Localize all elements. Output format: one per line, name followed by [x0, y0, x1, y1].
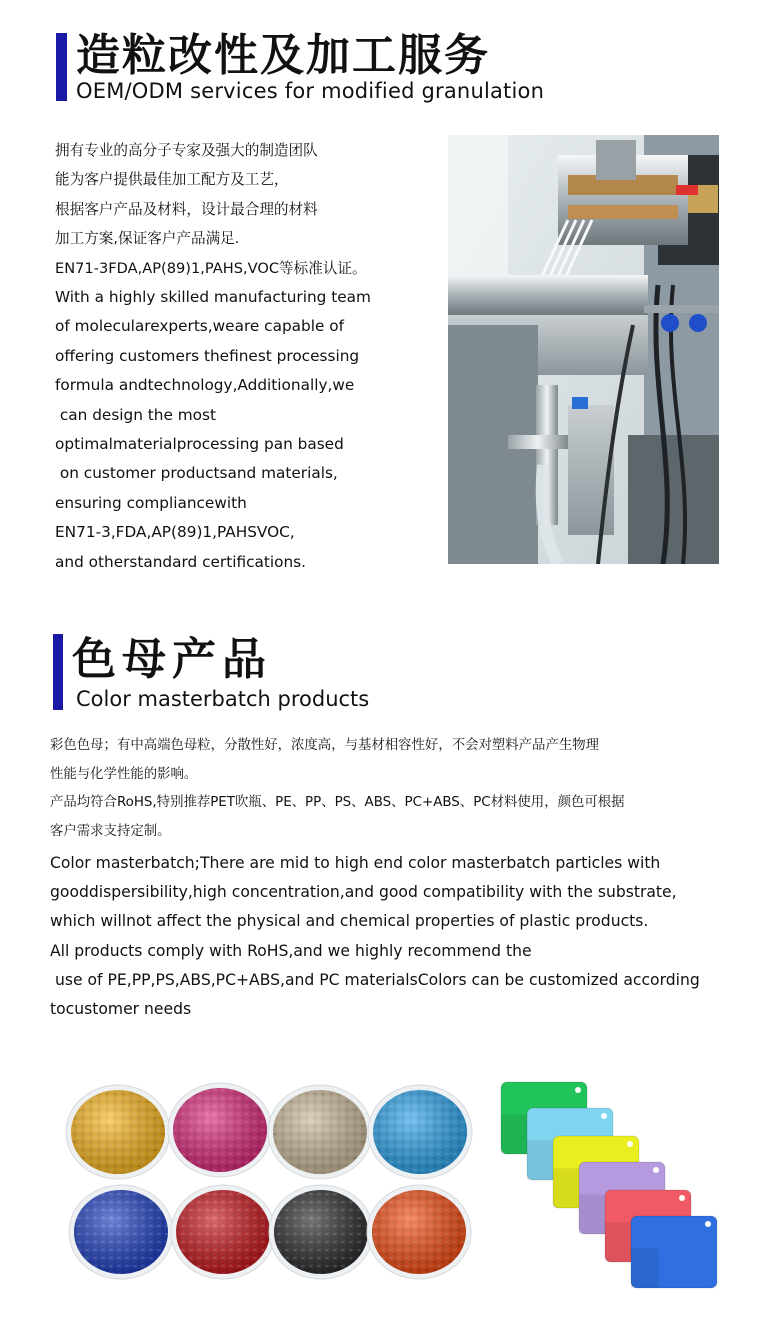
- desc-cn-line: 客户需求支持定制。: [50, 823, 171, 839]
- desc-en-line: All products comply with RoHS,and we highly recommend the: [50, 941, 532, 960]
- extruder-machine-photo: [448, 135, 719, 564]
- desc-line: formula andtechnology,Additionally,we: [55, 376, 355, 395]
- desc-line: offering customers thefinest processing: [55, 346, 360, 365]
- pellet-shade: [373, 1090, 467, 1174]
- color-sample-chips-photo: [499, 1078, 723, 1290]
- section2-title-cn: 色母产品: [72, 634, 272, 685]
- desc-en-line: tocustomer needs: [50, 1000, 192, 1019]
- chip-step: [579, 1194, 607, 1234]
- desc-line: 根据客户产品及材料，设计最合理的材料: [55, 200, 318, 218]
- desc-line: 拥有专业的高分子专家及强大的制造团队: [55, 142, 318, 159]
- chip-step: [527, 1140, 555, 1180]
- desc-line: With a highly skilled manufacturing team: [55, 288, 371, 307]
- chip-step: [631, 1248, 659, 1288]
- chip-hole: [705, 1221, 711, 1227]
- chip-hole: [627, 1141, 633, 1147]
- chip-hole: [653, 1167, 659, 1173]
- desc-en-line: Color masterbatch;There are mid to high end color masterbatch particles with: [50, 854, 661, 872]
- desc-line: 能为客户提供最佳加工配方及工艺，: [55, 171, 289, 189]
- chip-hole: [575, 1087, 581, 1093]
- section1-accent-bar: [56, 33, 67, 101]
- pellet-shade: [71, 1090, 165, 1174]
- desc-line: on customer productsand materials,: [55, 464, 338, 483]
- desc-cn-line: 产品均符合RoHS,特别推荐PET吹瓶、PE、PP、PS、ABS、PC+ABS、PC材料使用，颜色可根据: [50, 795, 625, 810]
- section1-title-en: OEM/ODM services for modified granulation: [76, 79, 545, 103]
- pellet-shade: [176, 1190, 270, 1274]
- desc-line: of molecularexperts,weare capable of: [55, 317, 345, 336]
- chip-step: [553, 1168, 581, 1208]
- pellet-shade: [274, 1190, 368, 1274]
- section1-description: [55, 136, 435, 577]
- pellet-shade: [74, 1190, 168, 1274]
- desc-line: 加工方案,保证客户产品满足.: [55, 230, 240, 248]
- pellet-shade: [173, 1088, 267, 1172]
- section2-title-en: Color masterbatch products: [76, 687, 370, 711]
- section1-title-cn: 造粒改性及加工服务: [76, 30, 490, 81]
- desc-cn-line: 性能与化学性能的影响。: [50, 766, 198, 782]
- desc-line: ensuring compliancewith: [55, 493, 247, 512]
- desc-cn-line: 彩色色母；有中高端色母粒，分散性好，浓度高，与基材相容性好，不会对塑料产品产生物理: [50, 738, 600, 753]
- desc-en-line: which willnot affect the physical and chemical properties of plastic products.: [50, 912, 649, 931]
- desc-line: and otherstandard certifications.: [55, 552, 307, 571]
- desc-en-line: gooddispersibility,high concentration,and good compatibility with the substrate,: [50, 883, 677, 902]
- masterbatch-pellet-bowls-photo: [45, 1080, 477, 1287]
- desc-en-line: use of PE,PP,PS,ABS,PC+ABS,and PC materialsColors can be customized according: [50, 970, 700, 989]
- chip-step: [501, 1114, 529, 1154]
- pellet-shade: [372, 1190, 466, 1274]
- pellet-shade: [273, 1090, 367, 1174]
- section2-accent-bar: [53, 634, 63, 710]
- desc-line: EN71-3FDA,AP(89)1,PAHS,VOC等标准认证。: [55, 259, 367, 277]
- chip-step: [605, 1222, 633, 1262]
- desc-line: optimalmaterialprocessing pan based: [55, 435, 344, 454]
- section2-description: [50, 732, 730, 1024]
- desc-line: can design the most: [55, 405, 217, 424]
- chip-hole: [601, 1113, 607, 1119]
- chip-hole: [679, 1195, 685, 1201]
- desc-line: EN71-3,FDA,AP(89)1,PAHSVOC,: [55, 523, 295, 542]
